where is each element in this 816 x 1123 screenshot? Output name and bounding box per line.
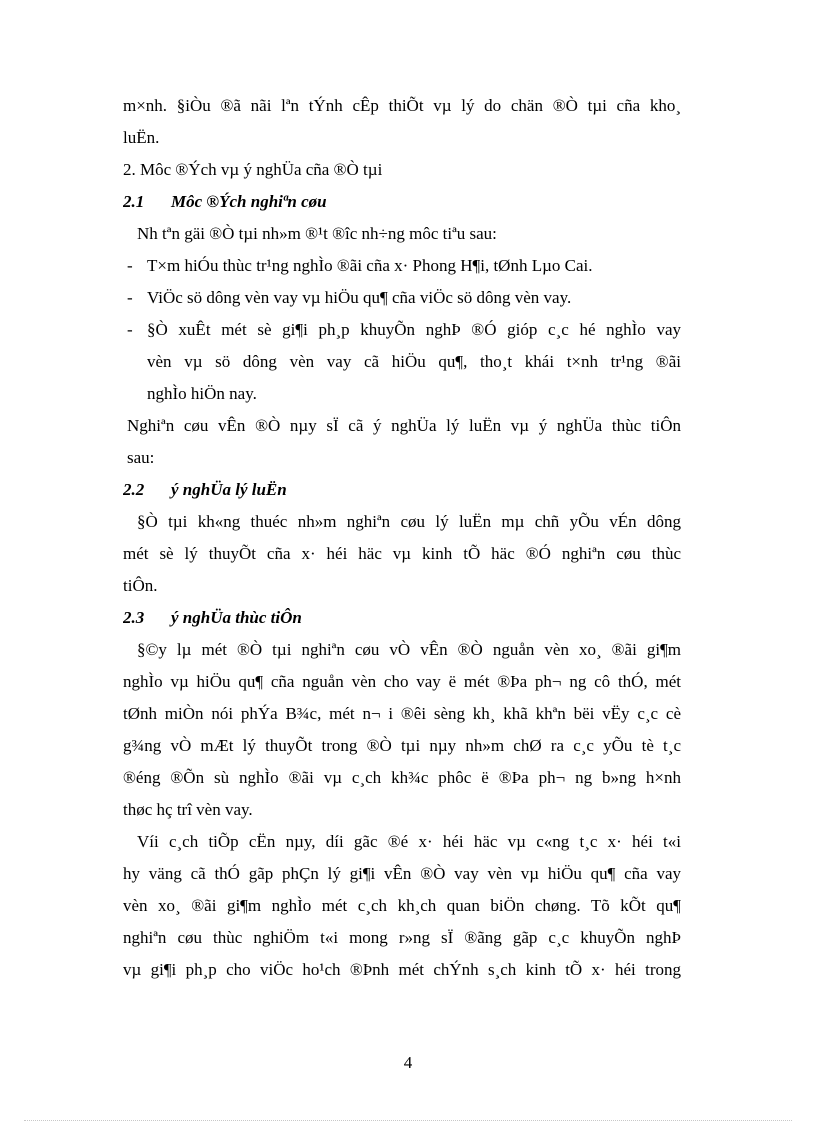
list-item — [123, 282, 681, 314]
paragraph-line: nghiªn cøu thùc nghiÖm t«i mong r»ng sÏ ®ãng gãp c¸c khuyÕn nghÞ — [123, 928, 681, 947]
paragraph-line: g¾ng vÒ mÆt lý thuyÕt trong ®Ò tµi nµy nh»m chØ ra c¸c yÕu tè t¸c — [123, 736, 681, 755]
bullet-mark: - — [127, 288, 133, 307]
paragraph-line: §©y lµ mét ®Ò tµi nghiªn cøu vÒ vÊn ®Ò nguån vèn xo¸ ®ãi gi¶m — [137, 640, 681, 659]
paragraph-line: Nghiªn cøu vÊn ®Ò nµy sÏ cã ý nghÜa lý luËn vµ ý nghÜa thùc tiÔn — [127, 416, 681, 435]
paragraph-line: hy väng cã thÓ gãp phÇn lý gi¶i vÊn ®Ò vay vèn vµ hiÖu qu¶ cña vay — [123, 864, 681, 883]
page-number: 4 — [403, 1053, 413, 1072]
heading-text: ý nghÜa lý luËn — [171, 480, 287, 499]
paragraph-line: m×nh. §iÒu ®ã nãi lªn tÝnh cÊp thiÕt vµ lý do chän ®Ò tµi cña kho¸ — [123, 96, 681, 115]
list-item-continuation: vèn vµ sö dông vèn vay cã hiÖu qu¶, tho¸t khái t×nh tr¹ng ®ãi — [147, 352, 681, 371]
paragraph-line: tiÔn. — [123, 576, 158, 595]
list-item-text: ViÖc sö dông vèn vay vµ hiÖu qu¶ cña viÖc sö dông vèn vay. — [147, 288, 572, 307]
heading-number: 2.1 — [123, 192, 145, 211]
paragraph-line: vµ gi¶i ph¸p cho viÖc ho¹ch ®Þnh mét chÝnh s¸ch kinh tÕ x· héi trong — [123, 960, 681, 979]
bullet-mark: - — [127, 320, 133, 339]
list-item-continuation: nghÌo hiÖn nay. — [147, 384, 257, 403]
heading-text: ý nghÜa thùc tiÔn — [171, 608, 302, 627]
subsection-heading — [123, 602, 681, 634]
section-title: 2. Môc ®Ých vµ ý nghÜa cña ®Ò tµi — [123, 160, 383, 179]
paragraph-line: sau: — [127, 448, 155, 467]
heading-text: Môc ®Ých nghiªn cøu — [171, 192, 327, 211]
list-item-text: §Ò xuÊt mét sè gi¶i ph¸p khuyÕn nghÞ ®Ó gióp c¸c hé nghÌo vay — [147, 320, 681, 339]
paragraph-line: §Ò tµi kh«ng thuéc nh»m nghiªn cøu lý luËn mµ chñ yÕu vÉn dông — [137, 512, 681, 531]
subsection-heading — [123, 186, 681, 218]
paragraph-line: luËn. — [123, 128, 160, 147]
paragraph-line: thøc hç trî vèn vay. — [123, 800, 253, 819]
list-item-text: T×m hiÓu thùc tr¹ng nghÌo ®ãi cña x· Phong H¶i, tØnh Lµo Cai. — [147, 256, 593, 275]
paragraph-line: nghÌo vµ hiÖu qu¶ cña nguån vèn cho vay ë mét ®Þa ph¬ ng cô thÓ, mét — [123, 672, 681, 691]
paragraph-line: ®éng ®Õn sù nghÌo ®ãi vµ c¸ch kh¾c phôc ë ®Þa ph¬ ng b»ng h×nh — [123, 768, 681, 787]
paragraph-line: vèn xo¸ ®ãi gi¶m nghÌo mét c¸ch kh¸ch quan biÖn chøng. Tõ kÕt qu¶ — [123, 896, 681, 915]
paragraph-line: tØnh miÒn nói phÝa B¾c, mét n¬ i ®êi sèng kh¸ khã khªn bëi vËy c¸c cè — [123, 704, 681, 723]
heading-number: 2.2 — [123, 480, 145, 499]
heading-number: 2.3 — [123, 608, 145, 627]
page-bottom-border — [24, 1120, 792, 1121]
paragraph-line: mét sè lý thuyÕt cña x· héi häc vµ kinh tÕ häc ®Ó nghiªn cøu thùc — [123, 544, 681, 563]
list-item — [123, 250, 681, 282]
body-text — [123, 90, 681, 986]
paragraph-line: Víi c¸ch tiÕp cËn nµy, díi gãc ®é x· héi häc vµ c«ng t¸c x· héi t«i — [137, 832, 681, 851]
list-item — [123, 314, 681, 346]
paragraph-line: Nh tªn gäi ®Ò tµi nh»m ®¹t ®îc nh÷ng môc tiªu sau: — [137, 224, 497, 243]
bullet-mark: - — [127, 256, 133, 275]
subsection-heading — [123, 474, 681, 506]
